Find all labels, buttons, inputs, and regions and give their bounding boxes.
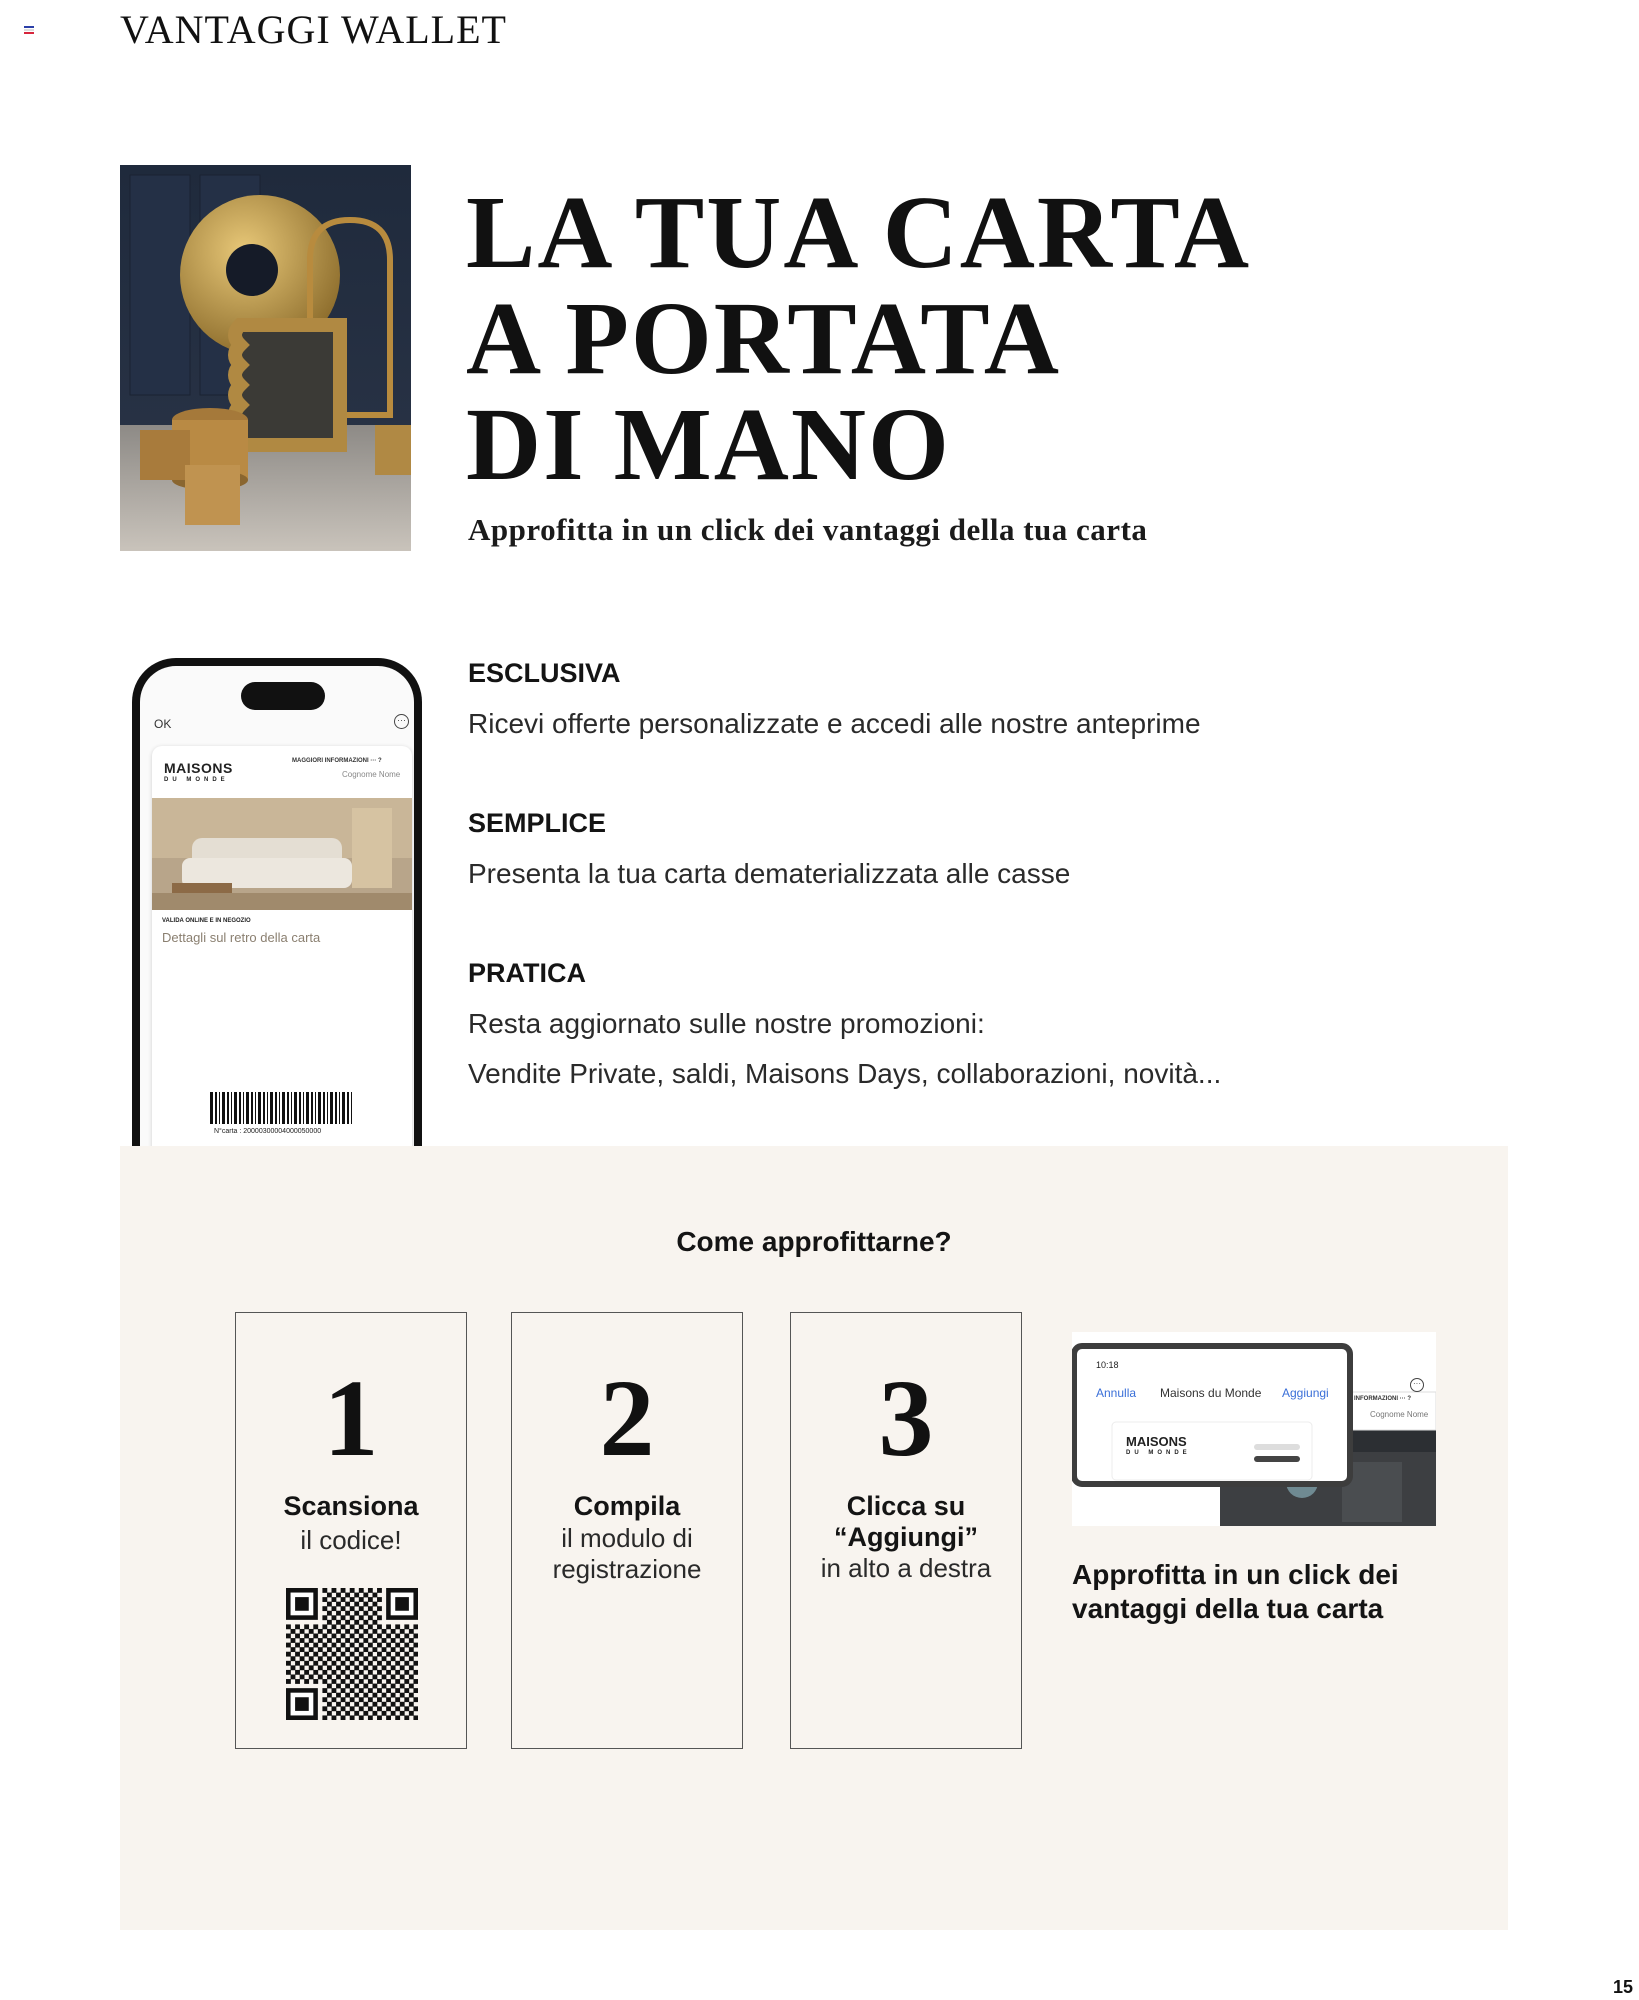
step-subtitle: il codice! [300,1525,402,1555]
step-number: 3 [878,1357,934,1479]
step-card-3 [790,1312,1022,1749]
more-options-icon: ··· [1410,1378,1424,1392]
step-number: 1 [323,1357,379,1479]
shot-cancel-label: Annulla [1096,1386,1137,1400]
step-subtitle: in alto a destra [820,1553,992,1583]
benefit-text: Presenta la tua carta dematerializzata alle casse [468,858,1071,889]
shot-store-name: Maisons du Monde [1160,1386,1262,1400]
benefit-title: ESCLUSIVA [468,658,621,688]
how-to-title: Come approfittarne? [676,1226,952,1257]
caption-line: Approfitta in un click dei [1072,1559,1399,1590]
step-number: 2 [599,1357,655,1479]
hero-subtitle: Approfitta in un click dei vantaggi della tua carta [468,512,1148,547]
wallet-card [152,746,412,1158]
shot-time: 10:18 [1096,1360,1119,1370]
step-card-2 [511,1312,743,1749]
barcode-icon [210,1092,356,1124]
phone-mockup [132,658,422,1158]
how-to-panel [120,1146,1508,1930]
benefit-title: SEMPLICE [468,808,607,838]
dynamic-island [241,682,325,710]
phone-ok-button: OK [154,717,172,731]
benefit-text: Vendite Private, saldi, Maisons Days, collaborazioni, novità... [468,1058,1222,1089]
card-sofa-photo [152,798,412,910]
step-card-1 [235,1312,467,1749]
card-validity: VALIDA ONLINE E IN NEGOZIO [162,918,251,924]
card-holder-name: Cognome Nome [342,770,401,779]
hero-title-line: A PORTATA [466,281,1062,396]
card-logo-sub: DU MONDE [164,777,229,783]
section-title: VANTAGGI WALLET [120,7,507,52]
shot-logo-sub: DU MONDE [1126,1450,1191,1456]
hero-photo [120,165,411,551]
caption-line: vantaggi della tua carta [1072,1593,1384,1624]
hero-title [466,175,1252,502]
page-number: 15 [1612,1977,1633,1997]
benefit-title: PRATICA [468,958,586,988]
benefit-text: Resta aggiornato sulle nostre promozioni: [468,1008,985,1039]
qr-code-icon[interactable] [286,1588,418,1720]
shot-add-label: Aggiungi [1282,1386,1329,1400]
card-more-info: MAGGIORI INFORMAZIONI ··· ? [292,758,382,764]
italian-flag-icon [24,26,34,33]
card-logo: MAISONS [164,760,233,776]
card-details-link: Dettagli sul retro della carta [162,930,321,945]
shot-more-info: INFORMAZIONI ··· ? [1354,1396,1411,1402]
step-title: Clicca su [846,1491,966,1521]
wallet-add-screenshot [1072,1332,1436,1526]
step-subtitle: il modulo di [561,1523,693,1553]
shot-logo: MAISONS [1126,1434,1187,1449]
hero-title-line: DI MANO [466,387,951,502]
step-title: Compila [573,1491,681,1521]
shot-name: Cognome Nome [1370,1410,1429,1419]
step-title: Scansiona [283,1491,419,1521]
hero-title-line: LA TUA CARTA [466,175,1252,290]
how-to-caption [1072,1558,1472,1626]
step-subtitle: registrazione [552,1554,702,1584]
more-options-icon: ··· [394,714,409,729]
benefit-text: Ricevi offerte personalizzate e accedi alle nostre anteprime [468,708,1201,739]
step-title: “Aggiungi” [834,1522,978,1552]
card-number: N°carta : 20000300004000050000 [214,1128,322,1135]
